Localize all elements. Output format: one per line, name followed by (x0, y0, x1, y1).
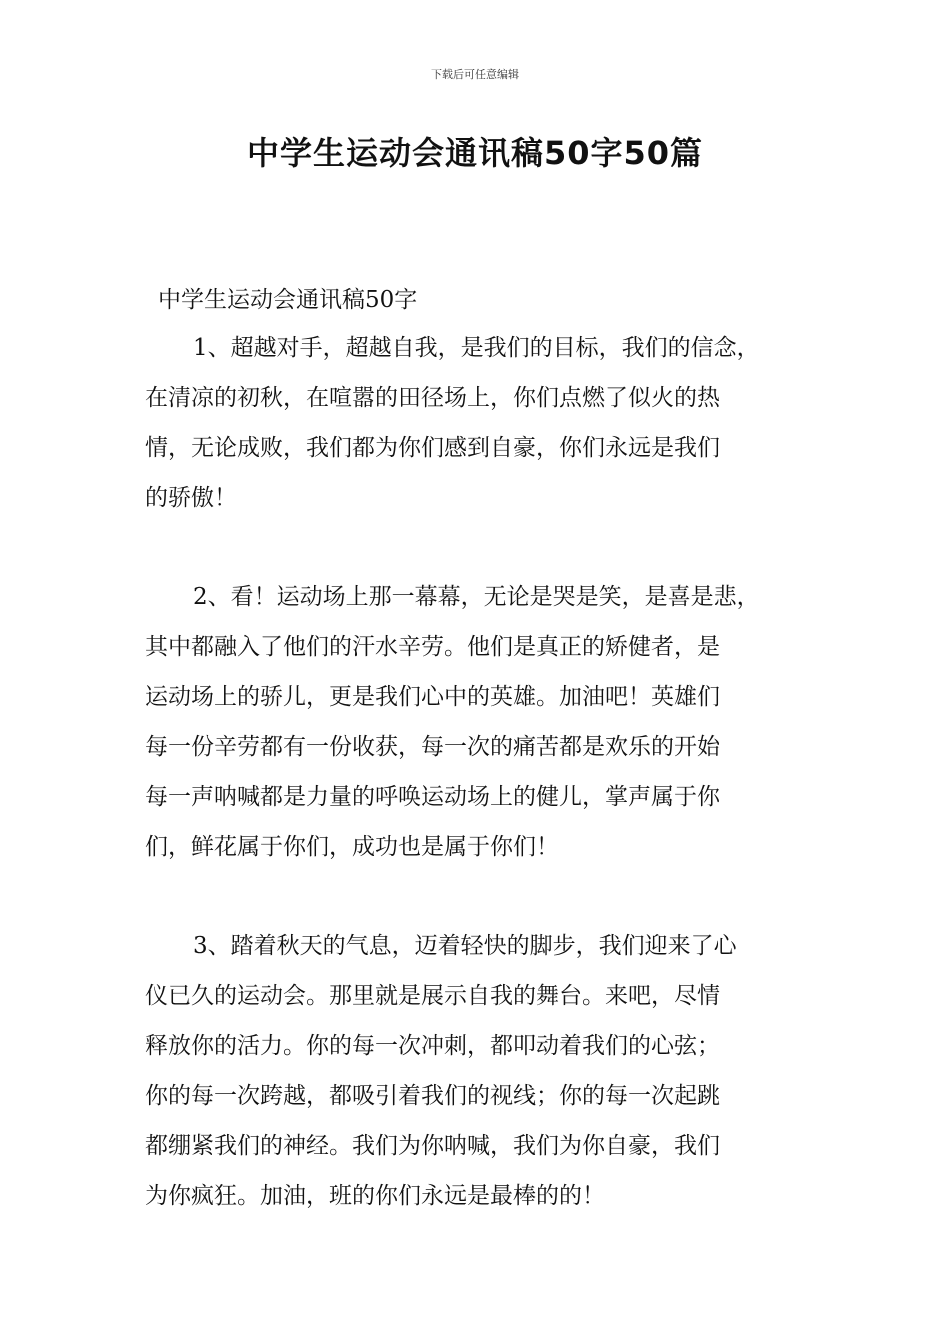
paragraph-line: 释放你的活力。你的每一次冲刺，都叩动着我们的心弦； (145, 1033, 720, 1059)
paragraph-line: 1、超越对手，超越自我，是我们的目标，我们的信念， (193, 335, 760, 361)
paragraph-line: 每一份辛劳都有一份收获，每一次的痛苦都是欢乐的开始 (145, 734, 720, 760)
paragraph-line: 其中都融入了他们的汗水辛劳。他们是真正的矫健者，是 (145, 634, 720, 660)
paragraph-line: 你的每一次跨越，都吸引着我们的视线；你的每一次起跳 (145, 1083, 720, 1109)
paragraph-line: 的骄傲！ (145, 485, 237, 511)
paragraph-line: 仪已久的运动会。那里就是展示自我的舞台。来吧，尽情 (145, 983, 720, 1009)
paragraph-line: 为你疯狂。加油，班的你们永远是最棒的的！ (145, 1183, 605, 1209)
paragraph-line: 2、看！运动场上那一幕幕，无论是哭是笑，是喜是悲， (193, 584, 760, 610)
paragraph-line: 们，鲜花属于你们，成功也是属于你们！ (145, 834, 559, 860)
section-subtitle: 中学生运动会通讯稿50字 (158, 287, 418, 313)
document-title: 中学生运动会通讯稿50字50篇 (246, 134, 704, 172)
paragraph-line: 都绷紧我们的神经。我们为你呐喊，我们为你自豪，我们 (145, 1133, 720, 1159)
paragraph-line: 每一声呐喊都是力量的呼唤运动场上的健儿，掌声属于你 (145, 784, 720, 810)
paragraph-2 (145, 572, 835, 872)
header-note: 下载后可任意编辑 (431, 68, 519, 81)
paragraph-line: 运动场上的骄儿，更是我们心中的英雄。加油吧！英雄们 (145, 684, 720, 710)
paragraph-3 (145, 921, 835, 1221)
paragraph-line: 情，无论成败，我们都为你们感到自豪，你们永远是我们 (145, 435, 720, 461)
paragraph-1 (145, 323, 835, 523)
paragraph-line: 在清凉的初秋，在喧嚣的田径场上，你们点燃了似火的热 (145, 385, 720, 411)
paragraph-line: 3、踏着秋天的气息，迈着轻快的脚步，我们迎来了心 (193, 933, 737, 959)
